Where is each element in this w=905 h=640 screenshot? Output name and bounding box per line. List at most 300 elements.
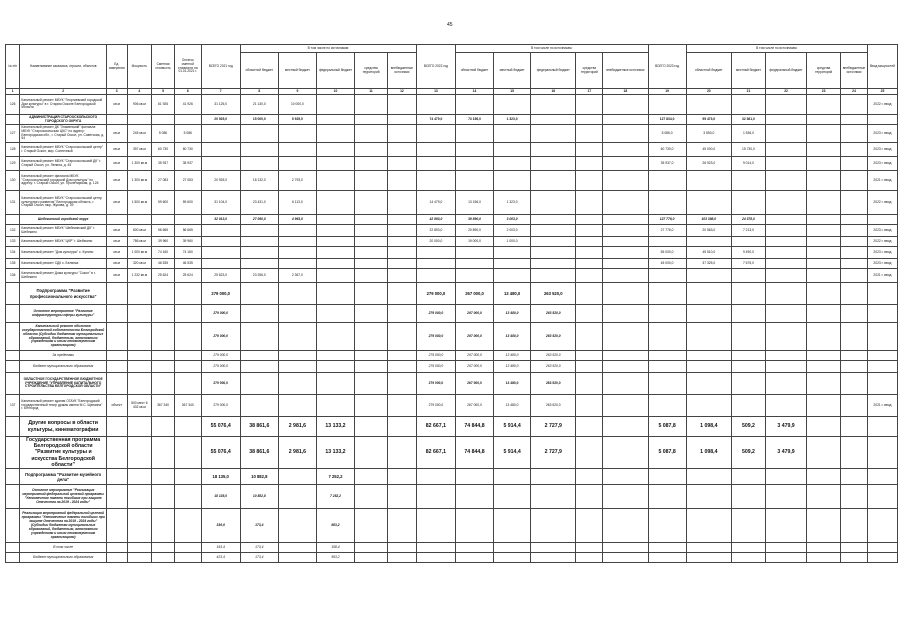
value-cell [240,125,278,143]
value-cell [494,469,531,485]
value-cell: 2 727,9 [531,437,576,469]
value-cell [765,543,806,553]
value-cell [278,143,316,157]
value-cell [841,485,868,509]
value-cell [387,509,416,543]
value-cell: 20 000,0 [416,237,455,247]
table-row [6,351,898,361]
value-cell [765,171,806,191]
value-cell [603,191,648,215]
value-cell [355,115,388,125]
value-cell [387,283,416,305]
value-cell: 279 000,0 [201,373,240,395]
value-cell [174,283,201,305]
value-cell: 14 479,0 [416,191,455,215]
value-cell [455,485,493,509]
row-name-cell: Бюджет муниципального образования [20,553,107,563]
value-cell [278,553,316,563]
value-cell [603,543,648,553]
value-cell: 10 000,0 [278,95,316,115]
value-cell [648,323,686,351]
value-cell: 279 000,0 [416,305,455,323]
column-number: 12 [387,89,416,95]
value-cell [731,283,765,305]
value-cell [731,191,765,215]
value-cell [765,323,806,351]
value-cell [106,115,127,125]
commission-cell [867,351,897,361]
value-cell [731,553,765,563]
value-cell [807,361,841,373]
value-cell: 7 252,2 [316,469,354,485]
value-cell [841,305,868,323]
header-total-2021: ВСЕГО 2021 год [201,45,240,89]
row-number-cell: 137 [6,395,20,417]
value-cell: 1 536,0 [731,125,765,143]
value-cell: 7 213,0 [731,225,765,237]
commission-cell [867,115,897,125]
value-cell [278,485,316,509]
header-regional: областной бюджет [686,53,731,89]
value-cell [765,115,806,125]
row-name-cell: В том числе [20,543,107,553]
value-cell [106,361,127,373]
value-cell [387,323,416,351]
value-cell [278,469,316,485]
value-cell [355,351,388,361]
header-sources-2023: В том числе по источникам: [686,45,867,53]
value-cell [531,485,576,509]
value-cell [531,95,576,115]
value-cell [355,95,388,115]
value-cell: 13 480,0 [494,361,531,373]
header-local: местный бюджет [278,53,316,89]
row-name-cell: Основное мероприятие "Развитие инфраструктуры сферы культуры" [20,305,107,323]
value-cell [416,247,455,259]
value-cell [686,269,731,283]
commission-cell: 2023 г. ввод [867,225,897,237]
row-name-cell: Капитальный ремонт СДК с. Белянка [20,259,107,269]
value-cell: 3 550,0 [686,125,731,143]
value-cell: объект [106,395,127,417]
value-cell: 2 981,6 [278,417,316,437]
header-cost: Сметная стоимость [152,45,175,89]
value-cell: 173,4 [240,553,278,563]
value-cell: 31 125,0 [201,95,240,115]
value-cell [765,143,806,157]
value-cell: 279 000,0 [416,351,455,361]
value-cell [416,485,455,509]
value-cell: 13 480,0 [494,395,531,417]
value-cell [152,543,175,553]
value-cell: 35 937,0 [648,157,686,171]
value-cell [127,417,152,437]
value-cell: 4 963,0 [278,215,316,225]
value-cell [603,553,648,563]
value-cell [106,215,127,225]
value-cell [387,417,416,437]
value-cell [316,157,354,171]
value-cell [765,157,806,171]
commission-cell: 2023 г. ввод [867,259,897,269]
value-cell [841,247,868,259]
value-cell [355,259,388,269]
value-cell [355,157,388,171]
value-cell [807,171,841,191]
value-cell: 31 104,0 [201,191,240,215]
commission-cell: 2021 г. ввод [867,171,897,191]
value-cell [240,225,278,237]
table-row [6,215,898,225]
value-cell [603,237,648,247]
value-cell [316,215,354,225]
value-cell [648,283,686,305]
value-cell [807,125,841,143]
value-cell [648,95,686,115]
value-cell: 74 844,8 [455,417,493,437]
value-cell [648,469,686,485]
column-number: 16 [531,89,576,95]
value-cell [387,395,416,417]
value-cell [316,323,354,351]
value-cell [387,259,416,269]
table-row [6,95,898,115]
value-cell [316,171,354,191]
value-cell [416,95,455,115]
value-cell [278,259,316,269]
value-cell [494,509,531,543]
row-name-cell: Другие вопросы в области культуры, кинематографии [20,417,107,437]
column-number: 21 [731,89,765,95]
value-cell: 15 000,0 [240,115,278,125]
row-number-cell [6,351,20,361]
value-cell [603,157,648,171]
row-name-cell: Капитальный ремонт МБУК "Шебекинский ДК" г. Шебекино [20,225,107,237]
value-cell [603,305,648,323]
value-cell: 173,4 [240,543,278,553]
value-cell [648,171,686,191]
value-cell [387,553,416,563]
value-cell [127,485,152,509]
row-number-cell: 133 [6,237,20,247]
value-cell: 82 667,1 [416,437,455,469]
value-cell [152,417,175,437]
value-cell [152,283,175,305]
value-cell: 267 000,0 [455,351,493,361]
table-row [6,171,898,191]
value-cell [648,395,686,417]
row-name-cell: АДМИНИСТРАЦИЯ СТАРООСКОЛЬСКОГО ГОРОДСКОГО ОКРУГА [20,115,107,125]
value-cell: 5 087,8 [648,417,686,437]
value-cell: 267 000,0 [455,373,493,395]
value-cell: 10 882,8 [240,469,278,485]
header-regional: областной бюджет [455,53,493,89]
header-capacity: Мощность [127,45,152,89]
value-cell [240,373,278,395]
value-cell [152,485,175,509]
row-name-cell: Капитальный ремонт Дома культуры "Сокол" в г. Шебекино [20,269,107,283]
value-cell: 1 500 кв.м [127,191,152,215]
value-cell [603,485,648,509]
commission-cell [867,437,897,469]
value-cell: 683,2 [316,509,354,543]
value-cell [387,157,416,171]
value-cell [201,225,240,237]
value-cell: 3 479,9 [765,437,806,469]
table-row [6,469,898,485]
row-number-cell [6,323,20,351]
value-cell [765,269,806,283]
value-cell [494,157,531,171]
value-cell [576,95,603,115]
value-cell: 21 130,0 [240,95,278,115]
value-cell [765,361,806,373]
value-cell [174,417,201,437]
value-cell: 27 083 [174,171,201,191]
table-row [6,323,898,351]
value-cell [686,305,731,323]
value-cell [494,553,531,563]
value-cell [531,191,576,215]
value-cell [531,157,576,171]
value-cell [455,143,493,157]
value-cell: 37 325,0 [686,259,731,269]
value-cell [240,157,278,171]
column-number: 3 [106,89,127,95]
value-cell [841,95,868,115]
value-cell: 1 323,0 [494,191,531,215]
value-cell: 39 890,0 [455,215,493,225]
value-cell [531,259,576,269]
value-cell [648,373,686,395]
value-cell: 25 624 [174,269,201,283]
value-cell [416,171,455,191]
value-cell: 82 667,1 [416,417,455,437]
value-cell [603,171,648,191]
value-cell [355,237,388,247]
value-cell [648,543,686,553]
value-cell [841,259,868,269]
value-cell [387,269,416,283]
value-cell: 13 480,0 [494,351,531,361]
value-cell [731,351,765,361]
value-cell [127,373,152,395]
value-cell [576,553,603,563]
value-cell [731,469,765,485]
row-name-cell: Капитальный ремонт МБУК "Старооскольский ДК" г. Старый Оскол, ул. Ленина, д. 45 [20,157,107,171]
value-cell: кв.м [106,157,127,171]
value-cell [152,215,175,225]
value-cell [106,351,127,361]
value-cell [576,543,603,553]
value-cell: 173,4 [240,509,278,543]
value-cell [576,225,603,237]
value-cell: 74 479,0 [416,115,455,125]
value-cell: 18 132,0 [240,171,278,191]
value-cell: 26 923,0 [686,157,731,171]
value-cell [603,283,648,305]
value-cell [174,351,201,361]
value-cell [841,215,868,225]
value-cell [387,115,416,125]
value-cell: 9 490,0 [731,247,765,259]
value-cell [316,143,354,157]
value-cell [531,469,576,485]
commission-cell [867,373,897,395]
value-cell [841,115,868,125]
column-number: 14 [455,89,493,95]
value-cell [494,171,531,191]
column-number: 25 [867,89,897,95]
value-cell: 13 480,0 [494,323,531,351]
value-cell [686,171,731,191]
row-number-cell [6,305,20,323]
value-cell: 32 361,0 [731,115,765,125]
value-cell: 1 300 кв.м [127,157,152,171]
value-cell: 279 000,0 [416,395,455,417]
value-cell [127,553,152,563]
value-cell [648,269,686,283]
value-cell: 1 323,0 [494,115,531,125]
value-cell: 279 000,0 [416,361,455,373]
row-number-cell: 136 [6,269,20,283]
value-cell [455,259,493,269]
value-cell [201,143,240,157]
value-cell [841,437,868,469]
value-cell [576,115,603,125]
value-cell: кв.м [106,191,127,215]
value-cell [807,417,841,437]
value-cell [152,553,175,563]
value-cell [765,485,806,509]
header-extrabudget: внебюджетные источники [841,53,868,89]
column-number: 22 [765,89,806,95]
value-cell [531,171,576,191]
value-cell [106,553,127,563]
value-cell [152,469,175,485]
value-cell [174,115,201,125]
value-cell [387,247,416,259]
table-row [6,269,898,283]
value-cell [807,259,841,269]
value-cell [576,485,603,509]
value-cell [240,237,278,247]
value-cell [278,283,316,305]
value-cell [355,361,388,373]
value-cell [455,171,493,191]
row-number-cell [6,373,20,395]
value-cell: 1 300 кв.м [127,171,152,191]
value-cell: 74 160 [152,247,175,259]
table-row [6,143,898,157]
value-cell [316,259,354,269]
value-cell: 279 000,0 [201,323,240,351]
header-regional: областной бюджет [240,53,278,89]
header-extrabudget: внебюджетные источники [387,53,416,89]
value-cell [531,543,576,553]
value-cell [603,125,648,143]
column-number: 23 [807,89,841,95]
value-cell: 56 665 [174,225,201,237]
value-cell [278,323,316,351]
value-cell [603,247,648,259]
column-number: 15 [494,89,531,95]
table-row [6,225,898,237]
value-cell [152,323,175,351]
value-cell [240,395,278,417]
value-cell [387,191,416,215]
value-cell [765,191,806,215]
value-cell: 74 160 [174,247,201,259]
value-cell [387,485,416,509]
table-row [6,509,898,543]
value-cell [531,509,576,543]
value-cell: 59 600 [152,191,175,215]
value-cell [174,485,201,509]
value-cell [278,395,316,417]
value-cell [127,469,152,485]
value-cell [765,215,806,225]
value-cell [240,283,278,305]
value-cell [841,351,868,361]
value-cell: 32 013,0 [201,215,240,225]
value-cell [174,543,201,553]
value-cell [603,395,648,417]
value-cell [494,95,531,115]
value-cell [152,305,175,323]
row-name-cell: Капитальный ремонт МБУК "ЦКР" г. Шебекино [20,237,107,247]
value-cell [807,237,841,247]
value-cell [765,305,806,323]
value-cell: 7 675,0 [731,259,765,269]
value-cell [576,373,603,395]
value-cell: 73 156,0 [455,115,493,125]
value-cell [152,373,175,395]
value-cell: 38 861,6 [240,417,278,437]
value-cell [387,373,416,395]
value-cell: 263 520,0 [531,323,576,351]
value-cell: 1 098,4 [686,437,731,469]
value-cell [201,157,240,171]
value-cell [807,215,841,225]
value-cell [603,351,648,361]
value-cell [455,469,493,485]
value-cell [174,373,201,395]
column-number: 18 [603,89,648,95]
value-cell: 279 000,0 [416,373,455,395]
value-cell: 18 135,0 [201,485,240,509]
value-cell [576,143,603,157]
value-cell [807,469,841,485]
value-cell: 1 000,0 [494,237,531,247]
value-cell: кв.м [106,269,127,283]
value-cell [174,553,201,563]
value-cell: 15 730,0 [731,143,765,157]
value-cell: 24 378,0 [731,215,765,225]
value-cell: 41 926 [174,95,201,115]
value-cell: 5 086 [152,125,175,143]
value-cell [494,259,531,269]
value-cell [316,115,354,125]
value-cell [807,437,841,469]
header-federal: федеральный бюджет [316,53,354,89]
value-cell: 279 000,0 [201,395,240,417]
value-cell [841,225,868,237]
value-cell [731,373,765,395]
value-cell: 23 431,0 [240,191,278,215]
value-cell [648,351,686,361]
value-cell [648,509,686,543]
